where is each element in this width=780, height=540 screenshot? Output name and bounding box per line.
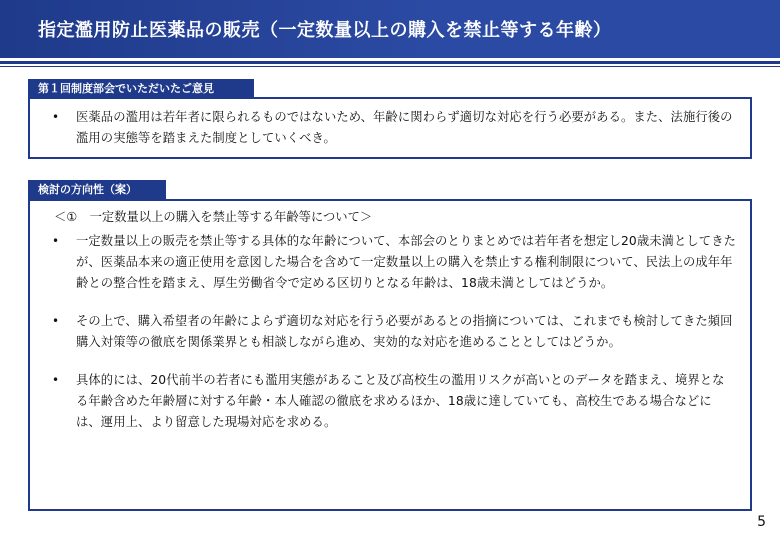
- bullet-dot-icon: •: [52, 373, 60, 387]
- bullet-dot-icon: •: [52, 234, 60, 248]
- bullet-dot-icon: •: [52, 110, 60, 124]
- title-underline: [0, 61, 780, 64]
- section2-tag: 検討の方向性（案）: [28, 180, 166, 200]
- section2-subheading: ＜① 一定数量以上の購入を禁止等する年齢等について＞: [54, 210, 373, 224]
- section2-box: [28, 199, 752, 511]
- section2-bullet-2: [30, 311, 750, 353]
- page-title: 指定濫用防止医薬品の販売（一定数量以上の購入を禁止等する年齢）: [38, 20, 612, 41]
- section1-box: [28, 97, 752, 159]
- section2-bullet-text: その上で、購入希望者の年齢によらず適切な対応を行う必要があるとの指摘については、これまでも検討してきた頻回購入対策等の徹底を関係業界とも相談しながら進め、実効的な対応を進めることとしてはどうか。: [76, 314, 733, 349]
- title-underline-thin: [0, 66, 780, 67]
- section2-bullet-text: 具体的には、20代前半の若者にも濫用実態があること及び高校生の濫用リスクが高いとのデータを踏まえ、境界となる年齢含めた年齢層に対する年齢・本人確認の徹底を求めるほか、18歳に達していても、高校生である場合などには、運用上、より留意した現場対応を求める。: [76, 373, 725, 429]
- section1-tag: 第１回制度部会でいただいたご意見: [28, 79, 254, 99]
- section2-bullet-3: [30, 370, 750, 433]
- section1-bullet: [30, 107, 750, 149]
- section2-bullet-text: 一定数量以上の販売を禁止等する具体的な年齢について、本部会のとりまとめでは若年者を想定し20歳未満としてきたが、医薬品本来の適正使用を意図した場合を含めて一定数量以上の購入を禁止する権利制限について、民法上の成年年齢との整合性を踏まえ、厚生労働省令で定める区切りとなる年齢は、18歳未満としてはどうか。: [76, 234, 736, 290]
- section1-bullet-text: 医薬品の濫用は若年者に限られるものではないため、年齢に関わらず適切な対応を行う必要がある。また、法施行後の濫用の実態等を踏まえた制度としていくべき。: [76, 110, 733, 145]
- section2-bullet-1: [30, 231, 750, 294]
- page-number: 5: [757, 514, 766, 530]
- bullet-dot-icon: •: [52, 314, 60, 328]
- title-bar: [0, 0, 780, 58]
